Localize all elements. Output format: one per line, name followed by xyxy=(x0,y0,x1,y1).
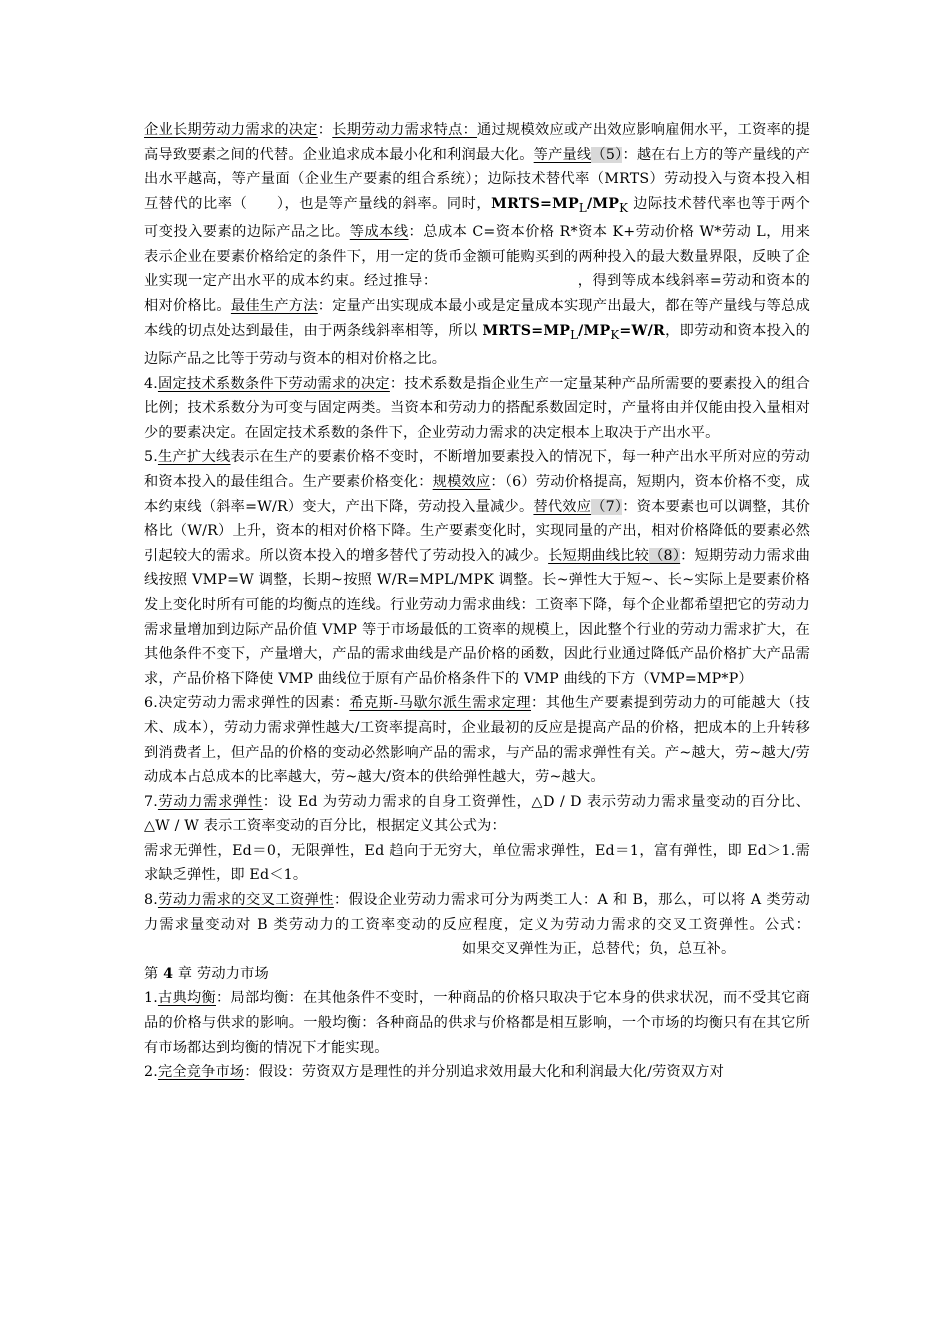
highlighted-marker: （7） xyxy=(591,498,623,515)
paragraph xyxy=(144,986,810,1060)
text-run: ：假设：劳资双方是理性的并分别追求效用最大化和利润最大化/劳资双方对 xyxy=(244,1064,725,1081)
text-run: ：假设企业劳动力需求可分为两类工人：A 和 B，那么，可以将 A 类劳动力需求量变动对 B 类劳动力的工资率变动的反应程度，定义为劳动力需求的交叉工资弹性。公式： xyxy=(144,892,810,933)
underlined-term: 企业长期劳动力需求的决定 xyxy=(144,122,318,138)
text-run: 8. xyxy=(144,892,158,909)
paragraph xyxy=(144,962,810,987)
text-run: /MP xyxy=(586,195,620,212)
text-run: ：定量产出实现成本最小或是定量成本实现产出最大，都在等产量线与等总成本线的切点处达到最佳，由于两条线斜率相等，所以 xyxy=(144,297,811,339)
text-run: ：越在右上方的等产量线的产出水平越高，等产量面（企业生产要素的组合系统）；边际技术替代率（MRTS）劳动投入与资本投入相互替代的比率（ ），也是等产量线的斜率。同时， xyxy=(144,146,811,212)
paragraph xyxy=(144,839,810,888)
text-run: 通过规模效应或产出效应影响雇佣水平，工资率的提高导致要素之间的代替。企业追求成本最小化和利润最大化。 xyxy=(144,122,810,163)
text-run: ：资本要素也可以调整，其价格比（W/R）上升，资本的相对价格下降。生产要素变化时，实现同量的产出，相对价格降低的要素必然引起较大的需求。所以资本投入的增多替代了劳动投入的减少。 xyxy=(144,498,810,564)
text-run: ：技术系数是指企业生产一定量某种产品所需要的要素投入的组合比例；技术系数分为可变与固定两类。当资本和劳动力的搭配系数固定时，产量将由并仅能由投入量相对少的要素决定。在固定技术系数的条件下，企业劳动力需求的决定根本上取决于产出水平。 xyxy=(144,375,810,441)
highlighted-marker: （5） xyxy=(591,146,623,163)
text-run: ：局部均衡：在其他条件不变时，一种商品的价格只取决于它本身的供求状况，而不受其它商品的价格与供求的影响。一般均衡：各种商品的供求与价格都是相互影响，一个市场的均衡只有在其它所有市场都达到均衡的情况下才能实现。 xyxy=(144,990,810,1056)
underlined-term: 等产量线 xyxy=(533,146,592,163)
underlined-term: 长期劳动力需求特点： xyxy=(332,122,478,138)
subscript: L xyxy=(578,200,587,215)
highlighted-marker: （8） xyxy=(649,547,681,564)
text-run: 1. xyxy=(144,990,158,1007)
underlined-term: 生产扩大线 xyxy=(157,449,231,466)
text-run: 6.决定劳动力需求弹性的因素： xyxy=(144,695,350,712)
underlined-term: 古典均衡 xyxy=(157,990,216,1007)
text-run: 4. xyxy=(144,375,158,392)
text-run: 表示在生产的要素价格不变时，不断增加要素投入的情况下，每一种产出水平所对应的劳动和资本投入的最佳组合。生产要素价格变化： xyxy=(144,449,810,490)
underlined-term: 希克斯-马歇尔派生需求定理 xyxy=(349,695,532,712)
paragraph xyxy=(144,118,810,372)
subscript: L xyxy=(570,327,579,342)
text-run: ：总成本 C=资本价格 R*资本 K+劳动价格 W*劳动 L，用来表示企业在要素价格给定的条件下，用一定的货币金额可能购买到的两种投入的最大数量界限，反映了企业实现一定产出水平的成本约束。经过推导： xyxy=(144,224,810,290)
text-run: =W/R xyxy=(619,322,665,339)
underlined-term: 固定技术系数条件下劳动需求的决定 xyxy=(157,375,390,392)
underlined-term: 劳动力需求的交叉工资弹性 xyxy=(157,892,334,909)
text-run: ：（6）劳动价格提高，短期内，资本价格不变，成本约束线（斜率=W/R）变大，产出下降，劳动投入量减少。 xyxy=(144,473,810,515)
text-run: MRTS=MP xyxy=(482,322,571,339)
paragraph xyxy=(144,445,810,691)
paragraph xyxy=(144,790,810,839)
text-run: ：短期劳动力需求曲线按照 VMP=W 调整，长期~按照 W/R=MPL/MPK 调整。长~弹性大于短~、长~实际上是要素价格发上变化时所有可能的均衡点的连线。行业劳动力需求曲线：工资率下降，每个企业都希望把它的劳动力需求量增加到边际产品价值 VMP 等于市场最低的工资率的规模上，因此整个行业的劳动力需求扩大，在其他条件不变下，产量增大，产品的需求曲线是产品价格的函数，因此行业通过降低产品价格扩大产品需求，产品价格下降使 VMP 曲线位于原有产品价格条件下的 VMP 曲线的下方（VMP=MP*P） xyxy=(144,547,811,687)
underlined-term: 长短期曲线比较 xyxy=(548,547,650,564)
paragraph xyxy=(144,1060,810,1085)
underlined-term: 等成本线 xyxy=(349,224,409,241)
text-run: 章 劳动力市场 xyxy=(173,965,269,982)
text-run: 5. xyxy=(144,449,158,466)
text-run: 2. xyxy=(144,1064,158,1081)
underlined-term: 劳动力需求弹性 xyxy=(157,793,263,810)
text-run: 如果交叉弹性为正，总替代；负，总互补。 xyxy=(462,941,736,958)
paragraph xyxy=(144,372,810,446)
text-run: 边际技术替代率也等于两个可变投入要素的边际产品之比。 xyxy=(144,195,810,241)
text-run: ，即劳动和资本投入的边际产品之比等于劳动与资本的相对价格之比。 xyxy=(144,322,810,367)
paragraph xyxy=(144,888,810,962)
text-run: ： xyxy=(317,122,333,138)
paragraph xyxy=(144,691,810,789)
text-run: 需求无弹性，Ed＝0，无限弹性，Ed 趋向于无穷大，单位需求弹性，Ed＝1，富有弹性，即 Ed＞1.需求缺乏弹性，即 Ed＜1。 xyxy=(144,842,810,884)
subscript: K xyxy=(610,327,620,342)
underlined-term: 规模效应 xyxy=(432,473,491,490)
text-run: MRTS=MP xyxy=(491,195,579,212)
underlined-term: 完全竞争市场 xyxy=(157,1064,245,1081)
subscript: K xyxy=(619,200,629,215)
underlined-term: 替代效应 xyxy=(533,498,592,515)
text-run: ：其他生产要素提到劳动力的可能越大（技术、成本），劳动力需求弹性越大/工资率提高时，企业最初的反应是提高产品的价格，把成本的上升转移到消费者上，但产品的价格的变动必然影响产品的需求，与产品的需求弹性有关。产~越大，劳~越大/劳动成本占总成本的比率越大，劳~越大/资本的供给弹性越大，劳~越大。 xyxy=(144,695,810,786)
text-run: 4 xyxy=(163,965,174,982)
text-run: /MP xyxy=(578,322,611,339)
document-page xyxy=(144,118,810,1085)
text-run: ，得到等成本线斜率=劳动和资本的相对价格比。 xyxy=(144,273,810,314)
underlined-term: 最佳生产方法 xyxy=(230,297,318,314)
text-run: ：设 Ed 为劳动力需求的自身工资弹性，△D / D 表示劳动力需求量变动的百分比、△W / W 表示工资率变动的百分比，根据定义其公式为： xyxy=(144,793,810,835)
text-run: 7. xyxy=(144,793,158,810)
text-run: 第 xyxy=(144,965,164,982)
